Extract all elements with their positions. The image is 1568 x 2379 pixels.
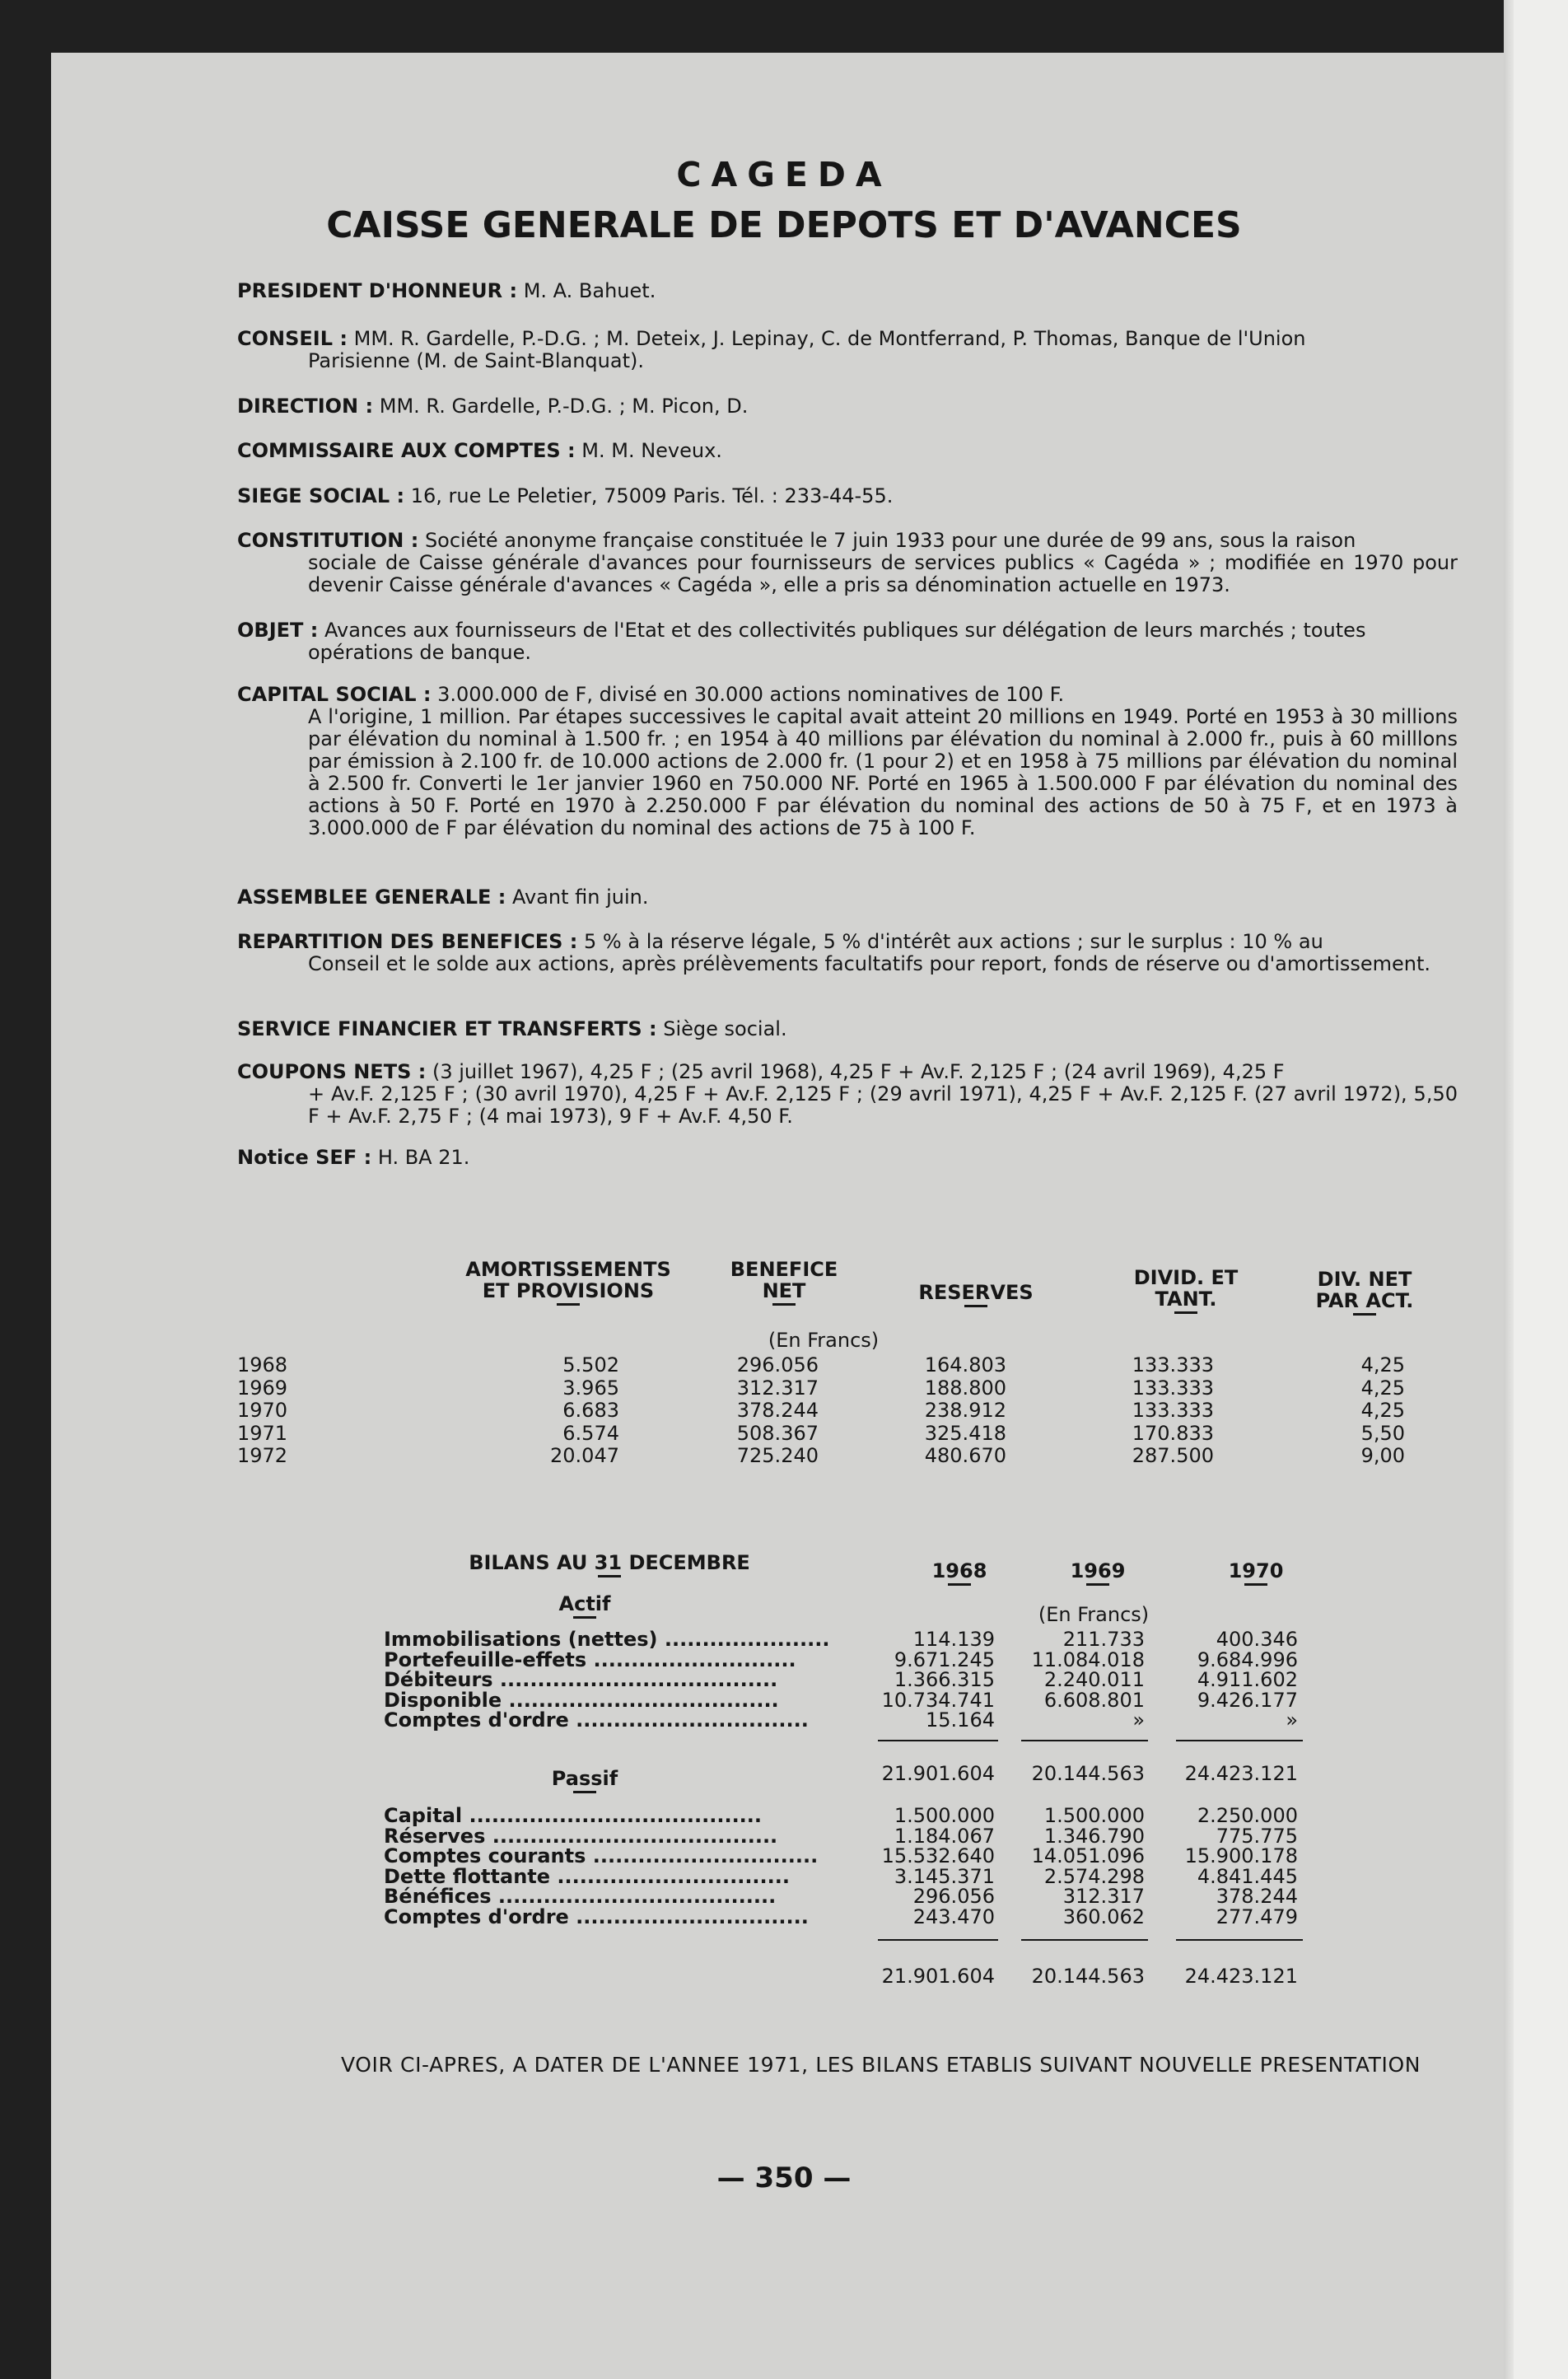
section-commissaire: COMMISSAIRE AUX COMPTES : M. M. Neveux.	[237, 439, 722, 462]
actif-item-label: Portefeuille-effets ...........................	[384, 1648, 796, 1671]
passif-labels	[384, 1806, 818, 1927]
results-divid-cell: 133.333	[1132, 1376, 1214, 1400]
bilans-year-1969: 1969	[1052, 1560, 1143, 1586]
passif-cell-1968: 1.500.000	[894, 1804, 995, 1827]
passif-rule-1970	[1176, 1939, 1303, 1941]
actif-rule-1969	[1021, 1740, 1148, 1741]
results-year-cell: 1969	[237, 1376, 288, 1400]
footer-note: VOIR CI-APRES, A DATER DE L'ANNEE 1971, LES BILANS ETABLIS SUIVANT NOUVELLE PRESENTATION	[341, 2053, 1421, 2077]
results-year-cell: 1971	[237, 1421, 288, 1445]
actif-cell-1969: 11.084.018	[1031, 1648, 1145, 1671]
results-benefice-cell: 508.367	[736, 1421, 819, 1445]
results-divid-cell: 133.333	[1132, 1353, 1214, 1376]
results-amort-cell: 3.965	[562, 1376, 619, 1400]
results-divid-cell: 170.833	[1132, 1421, 1214, 1445]
results-amort-cell: 5.502	[562, 1353, 619, 1376]
actif-item-label: Débiteurs .....................................	[384, 1668, 778, 1691]
section-notice: Notice SEF : H. BA 21.	[237, 1146, 470, 1169]
results-benefice	[725, 1354, 819, 1468]
actif-cell-1970: 400.346	[1216, 1628, 1298, 1651]
bilans-title: BILANS AU 31 DECEMBRE	[461, 1552, 758, 1577]
results-amort-cell: 20.047	[550, 1444, 619, 1467]
actif-item-label: Comptes d'ordre ...............................	[384, 1708, 809, 1732]
results-divid	[1120, 1354, 1214, 1468]
actif-heading: Actif	[544, 1593, 626, 1619]
bilans-year-1970: 1970	[1211, 1560, 1301, 1586]
passif-cell-1970: 15.900.178	[1184, 1844, 1298, 1867]
results-year-cell: 1968	[237, 1353, 288, 1376]
results-divid-cell: 287.500	[1132, 1444, 1214, 1467]
actif-rule-1970	[1176, 1740, 1303, 1741]
actif-cell-1968: 1.366.315	[894, 1668, 995, 1691]
passif-cell-1970: 378.244	[1216, 1885, 1298, 1908]
actif-cell-1970: 9.684.996	[1197, 1648, 1298, 1671]
results-amort-cell: 6.574	[562, 1421, 619, 1445]
results-amort-cell: 6.683	[562, 1399, 619, 1422]
passif-cell-1968: 296.056	[912, 1885, 995, 1908]
section-constitution: CONSTITUTION : Société anonyme française constituée le 7 juin 1933 pour une durée de 99 ans, sous la raison sociale de Caisse générale d'avances pour fournisseurs de services publics « Cagéda » ; modifiée en 1970 pour devenir Caisse générale d'avances « Cagéda », elle a pris sa dénomination actuelle en 1973.	[237, 529, 1458, 596]
company-title: CAGEDA	[676, 155, 892, 194]
section-president: PRESIDENT D'HONNEUR : M. A. Bahuet.	[237, 279, 656, 302]
page-gutter	[1504, 0, 1514, 2379]
actif-1968	[873, 1629, 995, 1731]
results-years	[237, 1354, 287, 1468]
results-benefice-cell: 296.056	[736, 1353, 819, 1376]
passif-total-1970: 24.423.121	[1184, 1965, 1298, 1988]
header-benefice: BENEFICE NET	[718, 1259, 850, 1306]
results-reserves-cell: 238.912	[924, 1399, 1006, 1422]
passif-cell-1969: 14.051.096	[1031, 1844, 1145, 1867]
passif-cell-1969: 360.062	[1062, 1905, 1145, 1928]
passif-cell-1969: 1.346.790	[1043, 1824, 1145, 1848]
actif-total-1970: 24.423.121	[1184, 1762, 1298, 1785]
passif-heading: Passif	[544, 1768, 626, 1793]
passif-cell-1969: 1.500.000	[1043, 1804, 1145, 1827]
section-service: SERVICE FINANCIER ET TRANSFERTS : Siège social.	[237, 1017, 787, 1040]
passif-item-label: Comptes d'ordre ...............................	[384, 1905, 809, 1928]
results-divid-cell: 133.333	[1132, 1399, 1214, 1422]
section-objet: OBJET : Avances aux fournisseurs de l'Etat et des collectivités publiques sur délégation de leurs marchés ; toutes opérations de banque.	[237, 619, 1366, 664]
actif-1969	[1016, 1629, 1145, 1731]
section-coupons: COUPONS NETS : (3 juillet 1967), 4,25 F ; (25 avril 1968), 4,25 F + Av.F. 2,125 F ; (24 avril 1969), 4,25 F + Av.F. 2,125 F ; (30 avril 1970), 4,25 F + Av.F. 2,125 F ; (29 avril 1971), 4,25 F + Av.F. 2,125 F. (27 avril 1972), 5,50 F + Av.F. 2,75 F ; (4 mai 1973), 9 F + Av.F. 4,50 F.	[237, 1060, 1458, 1128]
actif-item-label: Disponible ....................................	[384, 1688, 779, 1712]
passif-item-label: Réserves ......................................	[384, 1824, 778, 1848]
passif-rule-1968	[878, 1939, 998, 1941]
results-divnet-cell: 4,25	[1360, 1376, 1405, 1400]
bilans-unit: (En Francs)	[1038, 1603, 1150, 1626]
results-year-cell: 1972	[237, 1444, 288, 1467]
actif-cell-1969: 6.608.801	[1043, 1688, 1145, 1712]
header-amortissements: AMORTISSEMENTS ET PROVISIONS	[461, 1259, 675, 1306]
results-benefice-cell: 725.240	[736, 1444, 819, 1467]
actif-cell-1970: »	[1286, 1708, 1298, 1732]
results-benefice-cell: 378.244	[736, 1399, 819, 1422]
passif-total-1968: 21.901.604	[881, 1965, 995, 1988]
bilans-year-1968: 1968	[914, 1560, 1005, 1586]
passif-item-label: Capital .......................................	[384, 1804, 763, 1827]
actif-rule-1968	[878, 1740, 998, 1741]
results-benefice-cell: 312.317	[736, 1376, 819, 1400]
actif-cell-1968: 15.164	[926, 1708, 995, 1732]
results-divnet-cell: 4,25	[1360, 1353, 1405, 1376]
actif-cell-1968: 9.671.245	[894, 1648, 995, 1671]
actif-cell-1969: »	[1132, 1708, 1145, 1732]
actif-cell-1969: 211.733	[1062, 1628, 1145, 1651]
results-reserves	[912, 1354, 1006, 1468]
actif-total-1969: 20.144.563	[1031, 1762, 1145, 1785]
actif-cell-1969: 2.240.011	[1043, 1668, 1145, 1691]
passif-item-label: Bénéfices .....................................	[384, 1885, 777, 1908]
company-subtitle: CAISSE GENERALE DE DEPOTS ET D'AVANCES	[326, 204, 1242, 246]
passif-cell-1968: 1.184.067	[894, 1824, 995, 1848]
passif-cell-1968: 243.470	[912, 1905, 995, 1928]
page-number: — 350 —	[716, 2162, 852, 2194]
section-repartition: REPARTITION DES BENEFICES : 5 % à la réserve légale, 5 % d'intérêt aux actions ; sur le surplus : 10 % au Conseil et le solde aux actions, après prélèvements facultatifs pour report, fonds de réserve ou d'amortissement.	[237, 930, 1431, 975]
actif-cell-1968: 10.734.741	[881, 1688, 995, 1712]
passif-1970	[1169, 1806, 1298, 1927]
passif-1969	[1016, 1806, 1145, 1927]
passif-item-label: Comptes courants ..............................	[384, 1844, 819, 1867]
passif-1968	[873, 1806, 995, 1927]
actif-cell-1970: 4.911.602	[1197, 1668, 1298, 1691]
results-reserves-cell: 325.418	[924, 1421, 1006, 1445]
passif-cell-1970: 4.841.445	[1197, 1864, 1298, 1888]
results-divnet-cell: 4,25	[1360, 1399, 1405, 1422]
actif-cell-1968: 114.139	[912, 1628, 995, 1651]
section-assemblee: ASSEMBLEE GENERALE : Avant fin juin.	[237, 886, 649, 909]
results-reserves-cell: 480.670	[924, 1444, 1006, 1467]
results-year-cell: 1970	[237, 1399, 288, 1422]
passif-cell-1970: 2.250.000	[1197, 1804, 1298, 1827]
passif-rule-1969	[1021, 1939, 1148, 1941]
results-div-net	[1342, 1354, 1405, 1468]
passif-cell-1970: 277.479	[1216, 1905, 1298, 1928]
passif-cell-1969: 312.317	[1062, 1885, 1145, 1908]
actif-labels	[384, 1629, 829, 1731]
header-reserves: RESERVES	[906, 1282, 1046, 1307]
results-reserves-cell: 188.800	[924, 1376, 1006, 1400]
next-page-edge	[1514, 0, 1568, 2379]
section-direction: DIRECTION : MM. R. Gardelle, P.-D.G. ; M. Picon, D.	[237, 395, 749, 418]
results-divnet-cell: 5,50	[1360, 1421, 1405, 1445]
passif-cell-1968: 3.145.371	[894, 1864, 995, 1888]
section-conseil: CONSEIL : MM. R. Gardelle, P.-D.G. ; M. Deteix, J. Lepinay, C. de Montferrand, P. Thomas, Banque de l'Union Parisienne (M. de Saint-Blanquat).	[237, 327, 1306, 372]
results-reserves-cell: 164.803	[924, 1353, 1006, 1376]
header-div-net: DIV. NET PAR ACT.	[1303, 1269, 1426, 1316]
actif-item-label: Immobilisations (nettes) ......................	[384, 1628, 830, 1651]
actif-1970	[1169, 1629, 1298, 1731]
passif-total-1969: 20.144.563	[1031, 1965, 1145, 1988]
actif-total-1968: 21.901.604	[881, 1762, 995, 1785]
passif-cell-1968: 15.532.640	[881, 1844, 995, 1867]
passif-item-label: Dette flottante ...............................	[384, 1864, 791, 1888]
header-divid: DIVID. ET TANT.	[1128, 1267, 1244, 1314]
results-unit: (En Francs)	[768, 1329, 880, 1352]
results-divnet-cell: 9,00	[1360, 1444, 1405, 1467]
section-capital: CAPITAL SOCIAL : 3.000.000 de F, divisé en 30.000 actions nominatives de 100 F. A l'origine, 1 million. Par étapes successives le capital avait atteint 20 millions en 1949. Porté en 1953 à 30 millions par élévation du nominal à 1.500 fr. ; en 1954 à 40 millions par élévation du nominal à 2.000 fr., puis à 60 milllons par émission à 2.100 fr. de 10.000 actions de 2.000 fr. (1 pour 2) et en 1958 à 75 millions par élévation du nominal à 2.500 fr. Converti le 1er janvier 1960 en 750.000 NF. Porté en 1965 à 1.500.000 F par élévation du nominal des actions à 50 F. Porté en 1970 à 2.250.000 F par élévation du nominal des actions de 50 à 75 F, et en 1973 à 3.000.000 de F par élévation du nominal des actions de 75 à 100 F.	[237, 683, 1458, 839]
results-amortissements	[544, 1354, 619, 1468]
section-siege: SIEGE SOCIAL : 16, rue Le Peletier, 75009 Paris. Tél. : 233-44-55.	[237, 484, 894, 507]
passif-cell-1970: 775.775	[1216, 1824, 1298, 1848]
actif-cell-1970: 9.426.177	[1197, 1688, 1298, 1712]
passif-cell-1969: 2.574.298	[1043, 1864, 1145, 1888]
